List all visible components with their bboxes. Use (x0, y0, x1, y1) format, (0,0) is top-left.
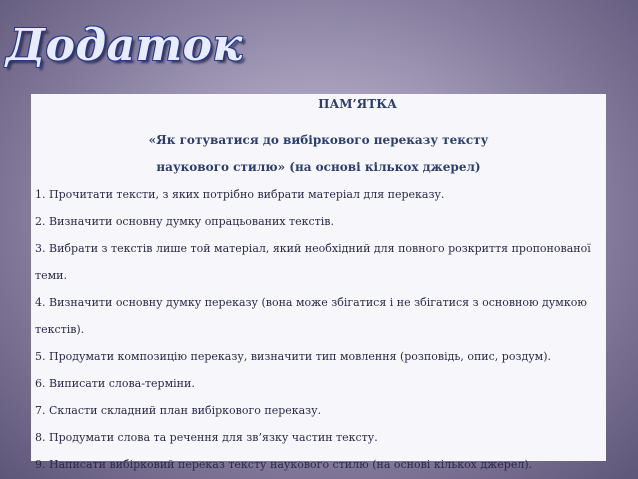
memo-step-9: 9. Написати вибірковий переказ тексту наукового стилю (на основі кількох джерел). (35, 458, 533, 471)
memo-step-7: 7. Скласти складний план вибіркового переказу. (35, 404, 322, 417)
memo-step-4: 4. Визначити основну думку переказу (вона може збігатися і не збігатися з основною думкою текстів). (35, 296, 587, 336)
memo-step-8: 8. Продумати слова та речення для зв’язку частин тексту. (35, 431, 378, 444)
memo-step-1: 1. Прочитати тексти, з яких потрібно вибрати матеріал для переказу. (35, 188, 445, 201)
memo-subtitle-line1: «Як готуватися до вибіркового переказу тексту (148, 133, 489, 147)
memo-step-6: 6. Виписати слова-терміни. (35, 377, 195, 390)
memo-panel (31, 94, 606, 471)
memo-steps-list (35, 181, 602, 478)
memo-subtitle-line2: наукового стилю» (на основі кількох джерел) (156, 160, 481, 174)
memo-title: ПАМ’ЯТКА (318, 97, 397, 111)
slide-title: Додаток (6, 20, 243, 71)
memo-step-2: 2. Визначити основну думку опрацьованих текстів. (35, 215, 334, 228)
memo-step-5: 5. Продумати композицію переказу, визначити тип мовлення (розповідь, опис, роздум). (35, 350, 552, 363)
memo-step-3: 3. Вибрати з текстів лише той матеріал, який необхідний для повного розкриття пропонованої теми. (35, 242, 591, 282)
